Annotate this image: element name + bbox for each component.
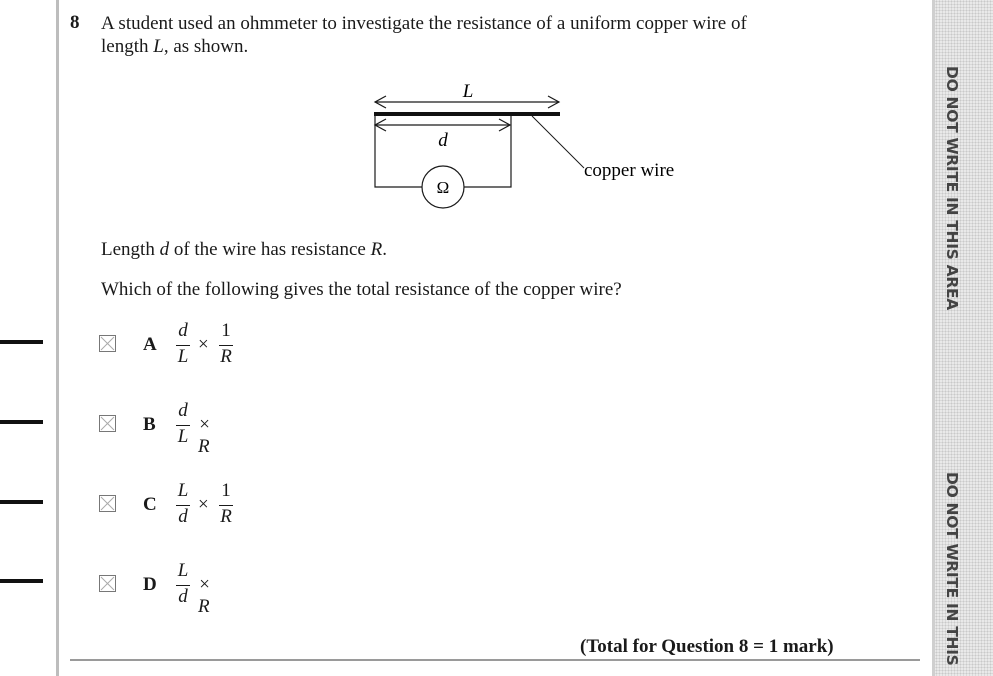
- answer-tick-mark: [0, 340, 43, 344]
- times-R: × R: [198, 574, 211, 617]
- question-stem: [101, 12, 861, 58]
- numerator: 1: [221, 480, 231, 501]
- denominator: d: [178, 506, 188, 527]
- margin-notice-top: DO NOT WRITE IN THIS AREA: [943, 66, 961, 310]
- answer-checkbox-c[interactable]: [99, 495, 116, 512]
- question-stem-line2-suffix: , as shown.: [163, 36, 249, 57]
- question-stem-line2-prefix: length: [101, 36, 154, 57]
- given-suffix: .: [382, 239, 387, 260]
- numerator: d: [178, 320, 188, 341]
- times-operator: ×: [198, 494, 209, 515]
- answer-checkbox-b[interactable]: [99, 415, 116, 432]
- option-letter-d: D: [143, 574, 157, 595]
- answer-checkbox-a[interactable]: [99, 335, 116, 352]
- checkbox-cross-icon: [100, 576, 115, 591]
- denominator: R: [220, 346, 232, 367]
- answer-checkbox-d[interactable]: [99, 575, 116, 592]
- numerator: 1: [221, 320, 231, 341]
- var-L: L: [153, 36, 164, 57]
- margin-notice-bottom: DO NOT WRITE IN THIS: [943, 472, 961, 666]
- question-stem-line1: A student used an ohmmeter to investigate the resistance of a uniform copper wire of: [101, 13, 747, 34]
- times-R: × R: [198, 414, 211, 457]
- denominator: L: [177, 426, 189, 447]
- wire-label: copper wire: [584, 160, 675, 181]
- denominator: L: [177, 346, 189, 367]
- checkbox-cross-icon: [100, 336, 115, 351]
- question-prompt: Which of the following gives the total resistance of the copper wire?: [101, 279, 622, 300]
- answer-tick-mark: [0, 420, 43, 424]
- label-L: L: [462, 81, 474, 102]
- option-letter-a: A: [143, 334, 157, 355]
- numerator: L: [177, 480, 189, 501]
- checkbox-cross-icon: [100, 496, 115, 511]
- var-R: R: [370, 239, 383, 260]
- option-letter-b: B: [143, 414, 156, 435]
- numerator: L: [177, 560, 189, 581]
- answer-tick-mark: [0, 500, 43, 504]
- given-prefix: Length: [101, 239, 160, 260]
- checkbox-cross-icon: [100, 416, 115, 431]
- copper-wire: [374, 112, 560, 116]
- option-letter-c: C: [143, 494, 157, 515]
- wire-label-leader: [532, 116, 584, 168]
- given-statement: [101, 239, 387, 261]
- circuit-lead-right: [464, 116, 511, 187]
- denominator: d: [178, 586, 188, 607]
- answer-tick-mark: [0, 579, 43, 583]
- var-d: d: [159, 239, 170, 260]
- denominator: R: [220, 506, 232, 527]
- circuit-lead-left: [375, 116, 422, 187]
- times-operator: ×: [198, 334, 209, 355]
- circuit-diagram: [360, 78, 700, 218]
- question-number: 8: [70, 12, 80, 33]
- question-total: (Total for Question 8 = 1 mark): [580, 636, 834, 657]
- left-margin-line: [56, 0, 59, 676]
- ohm-symbol: Ω: [436, 178, 450, 197]
- label-d: d: [438, 130, 448, 151]
- given-mid: of the wire has resistance: [169, 239, 371, 260]
- numerator: d: [178, 400, 188, 421]
- question-divider: [70, 659, 920, 661]
- do-not-write-strip: [932, 0, 993, 676]
